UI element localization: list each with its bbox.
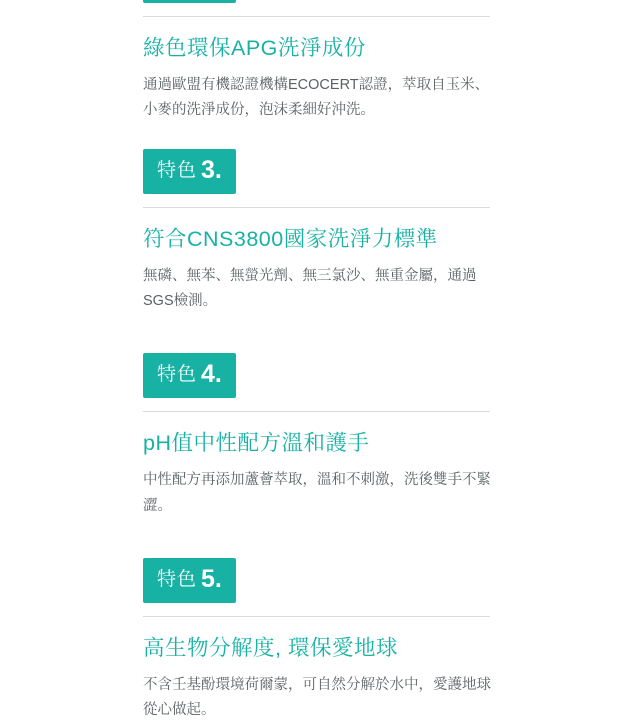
feature-badge-label-5: 特色 (157, 568, 198, 590)
feature-gap-3-4 (143, 314, 503, 353)
feature-heading-5: 高生物分解度, 環保愛地球 (143, 635, 398, 660)
feature-badge-label-3: 特色 (157, 159, 198, 181)
feature-divider-2 (143, 16, 490, 17)
feature-divider-4 (143, 411, 490, 412)
feature-badge-number-5: 5. (201, 564, 222, 593)
feature-item-5 (143, 558, 503, 724)
feature-body-5: 不含壬基酚環境荷爾蒙，可自然分解於水中，愛護地球從心做起。 (143, 676, 491, 719)
feature-body-4: 中性配方再添加蘆薈萃取，溫和不刺激，洗後雙手不緊澀。 (143, 472, 491, 514)
feature-badge-number-3: 3. (201, 155, 222, 184)
feature-heading-2: 綠色環保APG洗淨成份 (143, 36, 366, 60)
feature-heading-4: pH值中性配方溫和護手 (143, 431, 370, 456)
feature-body-2: 通過歐盟有機認證機構ECOCERT認證，萃取自玉米、小麥的洗淨成份，泡沫柔細好沖洗。 (143, 76, 490, 119)
feature-badge-3 (143, 149, 236, 194)
feature-gap-4-5 (143, 519, 503, 558)
feature-badge-number-4: 4. (201, 360, 222, 389)
feature-badge-2 (143, 0, 236, 3)
feature-badge-label-4: 特色 (157, 364, 198, 386)
feature-divider-3 (143, 207, 490, 208)
feature-item-4 (143, 353, 503, 519)
feature-badge-4 (143, 353, 236, 398)
feature-list (143, 0, 503, 724)
feature-body-3: 無磷、無苯、無螢光劑、無三氯沙、無重金屬，通過SGS檢測。 (143, 267, 477, 309)
feature-heading-3: 符合CNS3800國家洗淨力標準 (143, 226, 438, 251)
feature-item-2 (143, 0, 503, 124)
feature-divider-5 (143, 616, 490, 617)
feature-badge-5 (143, 558, 236, 603)
feature-gap-2-3 (143, 124, 503, 149)
feature-item-3 (143, 149, 503, 315)
